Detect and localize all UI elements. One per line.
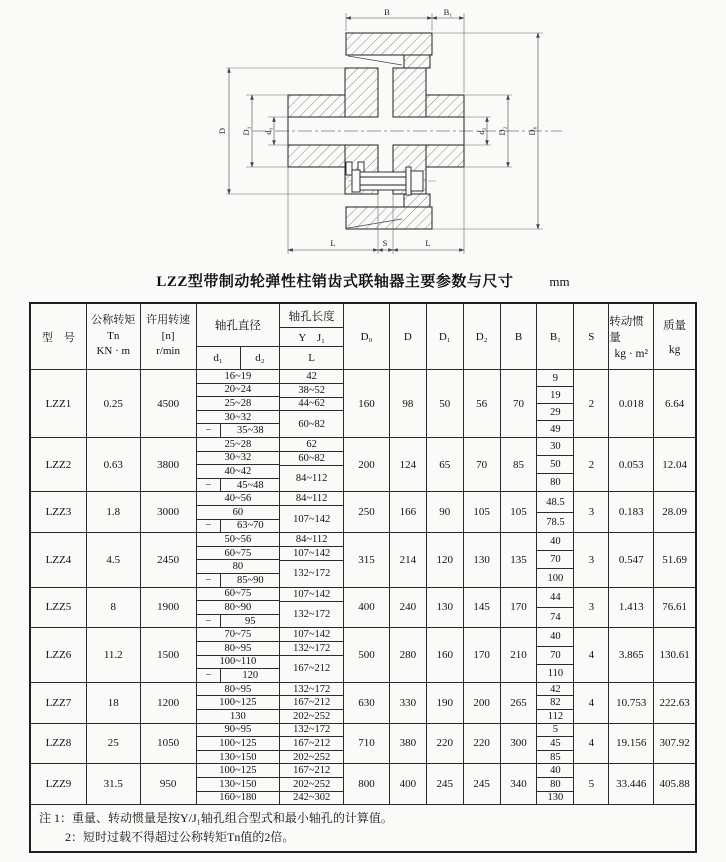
D0-value: 710: [344, 724, 390, 764]
model-row-lzz3: [31, 492, 695, 533]
model-name: LZZ5: [31, 588, 87, 628]
torque-value: 8: [87, 588, 141, 628]
bore-length-col: [280, 764, 344, 804]
inertia-value: 0.547: [609, 533, 654, 586]
length-row: 132~172: [293, 608, 331, 620]
B1-col: [537, 724, 574, 764]
D0-value: 800: [344, 764, 390, 804]
D-value: 166: [390, 492, 427, 532]
D1-value: 65: [427, 438, 464, 491]
bore-length-col: [280, 492, 344, 532]
bore-diameter-col: [197, 438, 281, 491]
inertia-value: 19.156: [609, 724, 654, 764]
bore-d1: −: [197, 479, 222, 492]
table-notes: [31, 805, 695, 851]
dim-label-D2: D₂: [497, 126, 507, 136]
speed-value: 3800: [141, 438, 197, 491]
B1-row: 78.5: [546, 517, 565, 528]
bore-row: [197, 615, 280, 628]
B1-col: [537, 683, 574, 723]
table-title-row: [0, 270, 726, 296]
bore-row: 40~56: [197, 492, 280, 506]
D1-value: 90: [427, 492, 464, 532]
B1-col: [537, 764, 574, 804]
B1-row: 19: [537, 387, 573, 404]
D1-value: 190: [427, 683, 464, 723]
bore-row: [197, 669, 280, 682]
inertia-value: 33.446: [609, 764, 654, 804]
bore-row: 80~95: [197, 642, 280, 656]
B-value: 85: [501, 438, 538, 491]
model-name: LZZ7: [31, 683, 87, 723]
D-value: 330: [390, 683, 427, 723]
D0-value: 630: [344, 683, 390, 723]
bore-diameter-col: [197, 628, 281, 681]
D-value: 400: [390, 764, 427, 804]
B1-row: 74: [550, 612, 561, 624]
inertia-value: 3.865: [609, 628, 654, 681]
length-row: 107~142: [280, 628, 343, 642]
D1-value: 245: [427, 764, 464, 804]
length-row: 62: [280, 438, 343, 452]
D2-value: 56: [464, 370, 501, 437]
S-value: 3: [574, 533, 609, 586]
bore-d2: 95: [245, 615, 256, 627]
B1-row: 50: [537, 456, 573, 474]
bore-row: 90~95: [197, 724, 280, 738]
D0-value: 315: [344, 533, 390, 586]
bore-row: [197, 479, 280, 492]
B1-row: 70: [537, 647, 573, 665]
mass-value: 28.09: [662, 506, 687, 519]
S-value: 3: [574, 492, 609, 532]
D0-value: 250: [344, 492, 390, 532]
bore-row: 130~150: [197, 778, 280, 792]
inertia-value: 0.018: [609, 370, 654, 437]
D1-value: 160: [427, 628, 464, 681]
bore-length-col: [280, 370, 344, 437]
bore-d2: 85~90: [236, 574, 264, 586]
D-value: 280: [390, 628, 427, 681]
mass-value: 307.92: [659, 737, 690, 750]
model-row-lzz2: [31, 438, 695, 492]
bore-d2: 120: [242, 669, 259, 681]
bore-row: [197, 574, 280, 587]
speed-value: 1200: [141, 683, 197, 723]
bore-row: 160~180: [219, 792, 257, 804]
col-header-B1: B₁: [537, 304, 574, 369]
B1-row: 130: [547, 792, 564, 804]
length-row: 202~252: [280, 778, 343, 792]
length-row: 167~212: [280, 737, 343, 751]
B-value: 210: [501, 628, 538, 681]
length-row: 202~252: [293, 710, 331, 722]
bore-row: 16~19: [197, 370, 280, 384]
page-title: LZZ型带制动轮弹性柱销齿式联轴器主要参数与尺寸: [156, 274, 514, 290]
bore-row: [197, 520, 280, 533]
model-row-lzz1: [31, 370, 695, 438]
speed-value: 1500: [141, 628, 197, 681]
bore-d1: −: [197, 424, 222, 437]
table-header: [31, 304, 695, 370]
D0-value: 200: [344, 438, 390, 491]
speed-value: 2450: [141, 533, 197, 586]
B-value: 265: [501, 683, 538, 723]
mass-value: 76.61: [662, 601, 687, 614]
length-row: 60~82: [298, 418, 325, 430]
B1-row: 80: [537, 778, 573, 792]
bore-row: 130~150: [219, 751, 257, 763]
bore-length-col: [280, 628, 344, 681]
torque-value: 4.5: [87, 533, 141, 586]
B-value: 70: [501, 370, 538, 437]
mass-value: 130.61: [659, 649, 690, 662]
length-row: 167~212: [280, 696, 343, 710]
bore-diameter-col: [197, 724, 281, 764]
length-row: 167~212: [293, 663, 331, 675]
bore-row: 100~110: [197, 656, 280, 670]
bore-d2: 35~38: [236, 425, 264, 437]
col-header-B: B: [501, 304, 538, 369]
length-row: 132~172: [280, 683, 343, 697]
col-header-bore-diameter: 轴孔直径 d₁ d₂: [197, 304, 281, 369]
dim-label-D1: D₁: [241, 126, 251, 136]
bore-length-col: [280, 588, 344, 628]
length-row: 38~52: [280, 384, 343, 398]
coupling-body: [252, 33, 562, 229]
dim-label-d2: d₂: [476, 127, 486, 135]
speed-value: 3000: [141, 492, 197, 532]
D-value: 240: [390, 588, 427, 628]
speed-value: 1050: [141, 724, 197, 764]
length-row: 42: [280, 370, 343, 384]
D1-value: 220: [427, 724, 464, 764]
mass-value: 12.04: [662, 458, 687, 471]
model-name: LZZ2: [31, 438, 87, 491]
B1-row: 70: [537, 551, 573, 569]
bore-diameter-col: [197, 492, 281, 532]
bore-row: [197, 424, 280, 437]
dim-label-L-right: L: [425, 238, 431, 248]
parameters-table: [29, 302, 697, 853]
D2-value: 220: [464, 724, 501, 764]
S-value: 5: [574, 764, 609, 804]
B-value: 170: [501, 588, 538, 628]
torque-value: 11.2: [87, 628, 141, 681]
bore-row: 100~125: [197, 696, 280, 710]
D0-value: 400: [344, 588, 390, 628]
B1-col: [537, 533, 574, 586]
col-header-S: S: [574, 304, 609, 369]
D0-value: 500: [344, 628, 390, 681]
D2-value: 105: [464, 492, 501, 532]
torque-value: 1.8: [87, 492, 141, 532]
length-row: 84~112: [280, 533, 343, 547]
speed-value: 4500: [141, 370, 197, 437]
B1-row: 45: [537, 737, 573, 751]
model-name: LZZ8: [31, 724, 87, 764]
B1-row: 82: [537, 696, 573, 710]
B1-row: 40: [537, 533, 573, 551]
length-row: 132~172: [280, 642, 343, 656]
inertia-value: 0.053: [609, 438, 654, 491]
bore-diameter-col: [197, 683, 281, 723]
bore-row: 60: [197, 506, 280, 520]
B-value: 135: [501, 533, 538, 586]
mass-value: 6.64: [664, 397, 685, 410]
model-name: LZZ9: [31, 764, 87, 804]
note-line-2: 2：短时过载不得超过公称转矩Tn值的2倍。: [65, 830, 295, 845]
length-row: 107~142: [280, 547, 343, 561]
mass-value: 51.69: [662, 553, 687, 566]
D2-value: 145: [464, 588, 501, 628]
model-row-lzz5: [31, 588, 695, 629]
model-row-lzz4: [31, 533, 695, 587]
B1-row: 100: [547, 572, 564, 584]
bore-row: 80~90: [197, 601, 280, 615]
bore-row: 130: [230, 710, 246, 722]
model-row-lzz9: [31, 764, 695, 805]
col-header-D2: D₂: [464, 304, 501, 369]
bore-row: 60~75: [197, 588, 280, 602]
torque-value: 18: [87, 683, 141, 723]
col-header-torque: 公称转矩 Tn KN · m: [87, 304, 141, 369]
speed-value: 1900: [141, 588, 197, 628]
D2-value: 200: [464, 683, 501, 723]
length-row: 107~142: [293, 513, 331, 525]
D-value: 380: [390, 724, 427, 764]
bore-row: 70~75: [197, 628, 280, 642]
inertia-value: 10.753: [609, 683, 654, 723]
col-header-model: 型 号: [31, 304, 87, 369]
D0-value: 160: [344, 370, 390, 437]
bore-d1: −: [197, 520, 222, 533]
S-value: 4: [574, 628, 609, 681]
bore-row: 25~28: [197, 397, 280, 411]
torque-value: 31.5: [87, 764, 141, 804]
bore-row: 25~28: [197, 438, 280, 452]
B1-col: [537, 438, 574, 491]
torque-value: 25: [87, 724, 141, 764]
col-header-bore-length: 轴孔长度 Y J₁ L: [280, 304, 344, 369]
dim-label-S: S: [382, 238, 388, 248]
bore-d1: −: [197, 615, 222, 628]
B1-row: 44: [537, 588, 573, 608]
B1-row: 40: [537, 628, 573, 646]
S-value: 4: [574, 724, 609, 764]
model-row-lzz8: [31, 724, 695, 765]
bore-length-col: [280, 724, 344, 764]
table-body: [31, 370, 695, 805]
B1-col: [537, 588, 574, 628]
note-line-1: 注 1：重量、转动惯量是按Y/J₁轴孔组合型式和最小轴孔的计算值。: [39, 811, 393, 826]
D2-value: 170: [464, 628, 501, 681]
col-header-D1: D₁: [427, 304, 464, 369]
length-row: 84~112: [280, 492, 343, 506]
bore-length-col: [280, 438, 344, 491]
D-value: 124: [390, 438, 427, 491]
bore-length-col: [280, 683, 344, 723]
length-row: 132~172: [280, 724, 343, 738]
D-value: 98: [390, 370, 427, 437]
B1-col: [537, 370, 574, 437]
dim-label-D0: D₀: [527, 126, 537, 136]
bore-row: 80~95: [197, 683, 280, 697]
length-row: 202~252: [293, 751, 331, 763]
col-header-D: D: [390, 304, 427, 369]
inertia-value: 1.413: [609, 588, 654, 628]
bore-diameter-col: [197, 764, 281, 804]
bore-row: 50~56: [197, 533, 280, 547]
unit-label: mm: [549, 274, 570, 289]
B1-row: 85: [550, 751, 561, 763]
model-name: LZZ4: [31, 533, 87, 586]
model-name: LZZ6: [31, 628, 87, 681]
length-row: 60~82: [280, 452, 343, 466]
bore-d1: −: [197, 574, 222, 587]
mass-value: 222.63: [659, 696, 690, 709]
B1-row: 5: [537, 724, 573, 738]
model-row-lzz6: [31, 628, 695, 682]
D2-value: 70: [464, 438, 501, 491]
length-row: 242~302: [293, 792, 331, 804]
col-header-mass: 质量 kg: [663, 319, 687, 357]
length-row: 44~62: [280, 398, 343, 412]
bore-d2: 45~48: [236, 479, 264, 491]
length-row: 167~212: [280, 764, 343, 778]
bore-row: 60~75: [197, 547, 280, 561]
bore-d1: −: [197, 669, 222, 682]
D1-value: 50: [427, 370, 464, 437]
model-name: LZZ3: [31, 492, 87, 532]
D1-value: 120: [427, 533, 464, 586]
dim-label-B: B: [384, 7, 390, 17]
col-header-D0: D₀: [344, 304, 390, 369]
dim-label-D: D: [217, 127, 227, 135]
torque-value: 0.25: [87, 370, 141, 437]
dim-label-L-left: L: [330, 238, 336, 248]
B1-row: 80: [550, 477, 561, 489]
technical-drawing: [0, 0, 726, 268]
S-value: 3: [574, 588, 609, 628]
B1-row: 48.5: [537, 492, 573, 512]
S-value: 2: [574, 438, 609, 491]
B1-row: 110: [547, 667, 564, 679]
bore-diameter-col: [197, 588, 281, 628]
mass-value: 405.88: [659, 778, 690, 791]
bore-row: 100~125: [197, 737, 280, 751]
D2-value: 245: [464, 764, 501, 804]
B-value: 300: [501, 724, 538, 764]
B1-col: [537, 492, 574, 532]
B1-row: 49: [550, 423, 561, 435]
col-header-d1: d₁: [197, 347, 241, 369]
D-value: 214: [390, 533, 427, 586]
bore-diameter-col: [197, 370, 281, 437]
dim-label-B1: B₁: [443, 7, 453, 17]
B1-row: 30: [537, 438, 573, 456]
S-value: 4: [574, 683, 609, 723]
bore-length-col: [280, 533, 344, 586]
B-value: 105: [501, 492, 538, 532]
length-row: 84~112: [295, 473, 328, 485]
speed-value: 950: [141, 764, 197, 804]
coupling-cross-section: [0, 0, 726, 268]
D1-value: 130: [427, 588, 464, 628]
B1-row: 42: [537, 683, 573, 697]
dim-label-d1: d₁: [263, 127, 273, 135]
col-header-speed: 许用转速 [n] r/min: [141, 304, 197, 369]
model-name: LZZ1: [31, 370, 87, 437]
B1-row: 29: [537, 404, 573, 421]
model-row-lzz7: [31, 683, 695, 724]
col-header-inertia: 转动惯量 kg · m²: [609, 304, 654, 369]
bore-row: 20~24: [197, 384, 280, 398]
S-value: 2: [574, 370, 609, 437]
bore-row: 30~32: [197, 452, 280, 466]
B1-col: [537, 628, 574, 681]
B1-row: 40: [537, 764, 573, 778]
bore-row: 40~42: [197, 465, 280, 479]
B1-row: 9: [537, 370, 573, 387]
bore-row: 80: [197, 560, 280, 574]
B1-row: 112: [547, 710, 564, 722]
bore-row: 100~125: [197, 764, 280, 778]
col-header-d2: d₂: [255, 352, 265, 364]
length-row: 132~172: [293, 568, 331, 580]
length-row: 107~142: [280, 588, 343, 602]
inertia-value: 0.183: [609, 492, 654, 532]
torque-value: 0.63: [87, 438, 141, 491]
bore-row: 30~32: [197, 411, 280, 425]
bore-d2: 63~70: [236, 520, 264, 532]
bore-diameter-col: [197, 533, 281, 586]
D2-value: 130: [464, 533, 501, 586]
B-value: 340: [501, 764, 538, 804]
